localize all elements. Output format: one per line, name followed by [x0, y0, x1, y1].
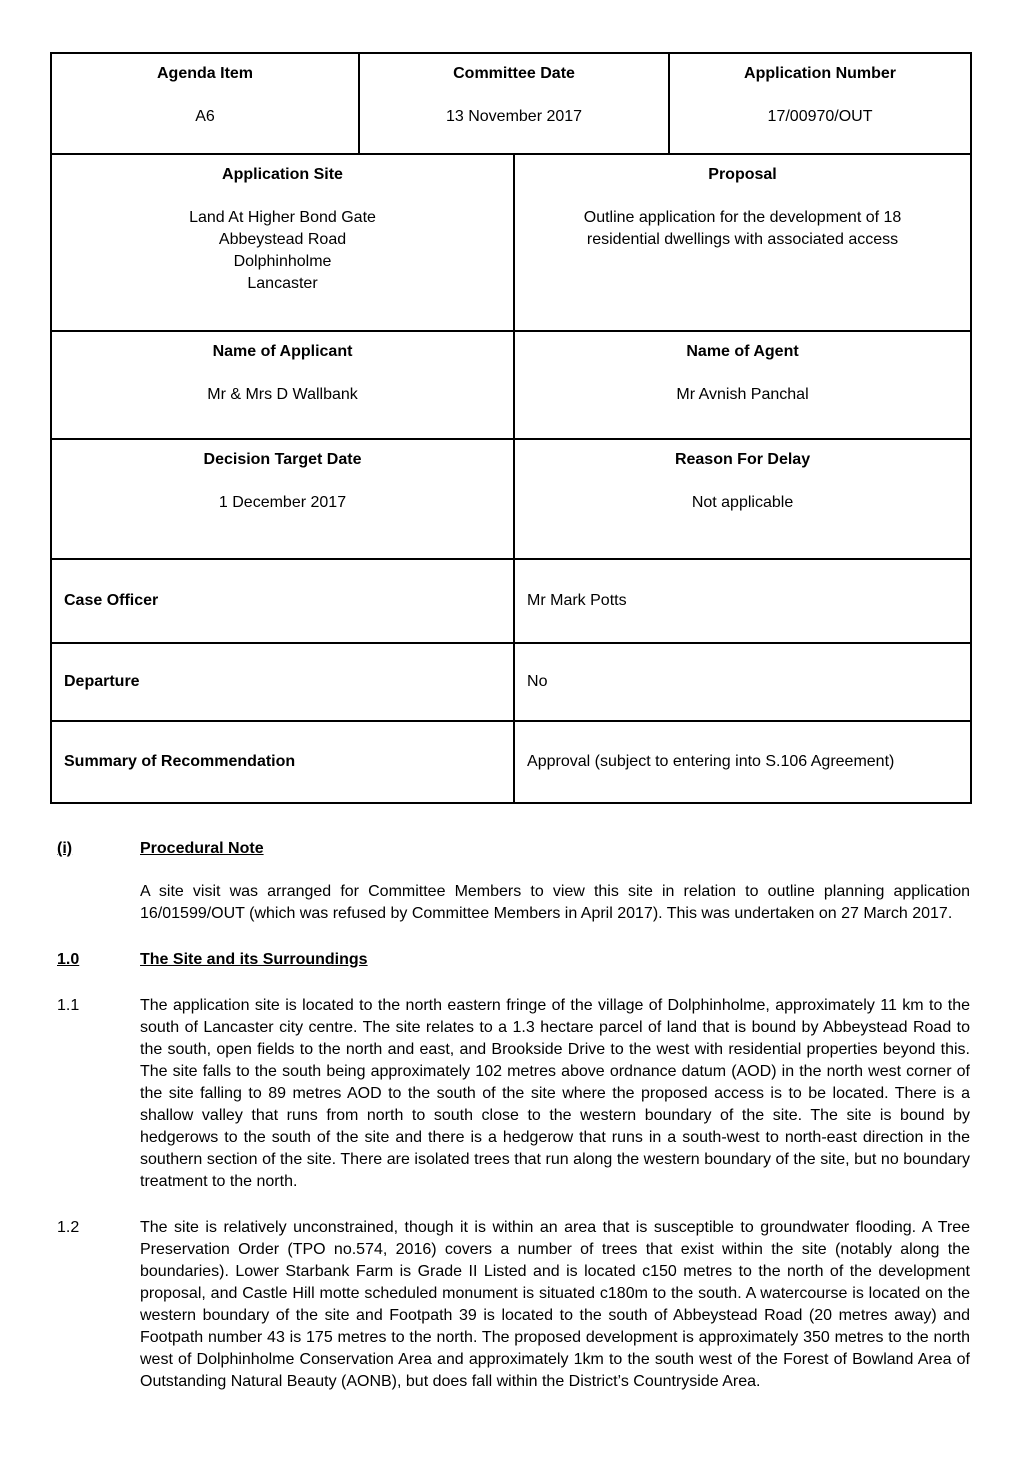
proposal-cell [514, 154, 971, 331]
application-number-value: 17/00970/OUT [767, 108, 873, 125]
section-number: 1.0 [57, 951, 80, 968]
application-site-address [64, 207, 501, 295]
application-number-cell [669, 53, 971, 154]
name-of-agent-label: Name of Agent [686, 343, 799, 360]
departure-label: Departure [51, 643, 514, 721]
decision-target-date-value: 1 December 2017 [218, 494, 347, 511]
table-row-case-officer [51, 559, 971, 643]
section-number: 1.1 [57, 997, 80, 1014]
proposal-label: Proposal [708, 166, 777, 183]
application-summary-table [50, 52, 972, 804]
proposal-value: Outline application for the development of 18 residential dwellings with associated access [583, 209, 902, 248]
section-1-2-paragraph: The site is relatively unconstrained, though it is within an area that is susceptible to groundwater flooding. A Tree Preservation Order (TPO no.574, 2016) covers a number of trees that exist within the site (notably along the boundaries). Lower Starbank Farm is Grade II Listed and is located c150 metres to the north of the development proposal, and Castle Hill motte scheduled monument is situated c180m to the south. A watercourse is located on the western boundary of the site and Footpath 39 is located to the south of Abbeystead Road (20 metres away) and Footpath number 43 is 175 metres to the north. The proposed development is approximately 350 metres to the north west of Dolphinholme Conservation Area and approximately 1km to the south west of the Forest of Bowland Area of Outstanding Natural Beauty (AONB), but does fall within the District’s Countryside Area. [140, 1219, 970, 1390]
reason-for-delay-cell [514, 439, 971, 559]
section-number: (i) [57, 840, 73, 857]
table-row-header [51, 53, 971, 154]
table-row-site-proposal [51, 154, 971, 331]
table-row-applicant-agent [51, 331, 971, 439]
address-line: Lancaster [247, 275, 318, 292]
application-site-label: Application Site [222, 166, 343, 183]
section-1-1 [50, 995, 970, 1193]
name-of-applicant-cell [51, 331, 514, 439]
address-line: Abbeystead Road [218, 231, 347, 248]
name-of-agent-cell [514, 331, 971, 439]
site-surroundings-heading: The Site and its Surroundings [140, 951, 368, 968]
table-row-recommendation [51, 721, 971, 803]
agenda-item-cell [51, 53, 359, 154]
application-site-cell [51, 154, 514, 331]
table-row-dates [51, 439, 971, 559]
decision-target-date-label: Decision Target Date [203, 451, 362, 468]
name-of-agent-value: Mr Avnish Panchal [676, 386, 809, 403]
procedural-note-paragraph: A site visit was arranged for Committee Members to view this site in relation to outline planning application 16/01599/OUT (which was refused by Committee Members in April 2017). This was undertaken on 27 March 2017. [140, 883, 970, 922]
agenda-item-label: Agenda Item [157, 65, 254, 82]
reason-for-delay-value: Not applicable [691, 494, 794, 511]
reason-for-delay-label: Reason For Delay [674, 451, 811, 468]
committee-date-value: 13 November 2017 [445, 108, 583, 125]
summary-of-recommendation-value: Approval (subject to entering into S.106 Agreement) [514, 721, 971, 803]
report-body [50, 838, 970, 1393]
address-line: Dolphinholme [233, 253, 332, 270]
application-number-label: Application Number [744, 65, 897, 82]
table-row-departure [51, 643, 971, 721]
committee-date-cell [359, 53, 669, 154]
departure-value: No [514, 643, 971, 721]
decision-target-date-cell [51, 439, 514, 559]
committee-date-label: Committee Date [453, 65, 575, 82]
procedural-note-heading: Procedural Note [140, 840, 264, 857]
section-procedural-note [50, 838, 970, 925]
case-officer-value: Mr Mark Potts [514, 559, 971, 643]
case-officer-label: Case Officer [51, 559, 514, 643]
section-1-0-heading [50, 949, 970, 971]
agenda-item-value: A6 [195, 108, 215, 125]
section-number: 1.2 [57, 1219, 80, 1236]
summary-of-recommendation-label: Summary of Recommendation [51, 721, 514, 803]
section-1-1-paragraph: The application site is located to the north eastern fringe of the village of Dolphinholme, approximately 11 km to the south of Lancaster city centre. The site relates to a 1.3 hectare parcel of land that is bound by Abbeystead Road to the south, open fields to the north and east, and Brookside Drive to the west with residential properties beyond this. The site falls to the south being approximately 102 metres above ordnance datum (AOD) in the north west corner of the site falling to 89 metres AOD to the south of the site where the proposed access is to be located. There is a shallow valley that runs from north to south close to the western boundary of the site. The site is bound by hedgerows to the south of the site and there is a hedgerow that runs in a south-west to north-east direction in the southern section of the site. There are isolated trees that run along the western boundary of the site, but no boundary treatment to the north. [140, 997, 970, 1190]
address-line: Land At Higher Bond Gate [189, 209, 376, 226]
name-of-applicant-label: Name of Applicant [212, 343, 353, 360]
name-of-applicant-value: Mr & Mrs D Wallbank [207, 386, 358, 403]
section-1-2 [50, 1217, 970, 1393]
